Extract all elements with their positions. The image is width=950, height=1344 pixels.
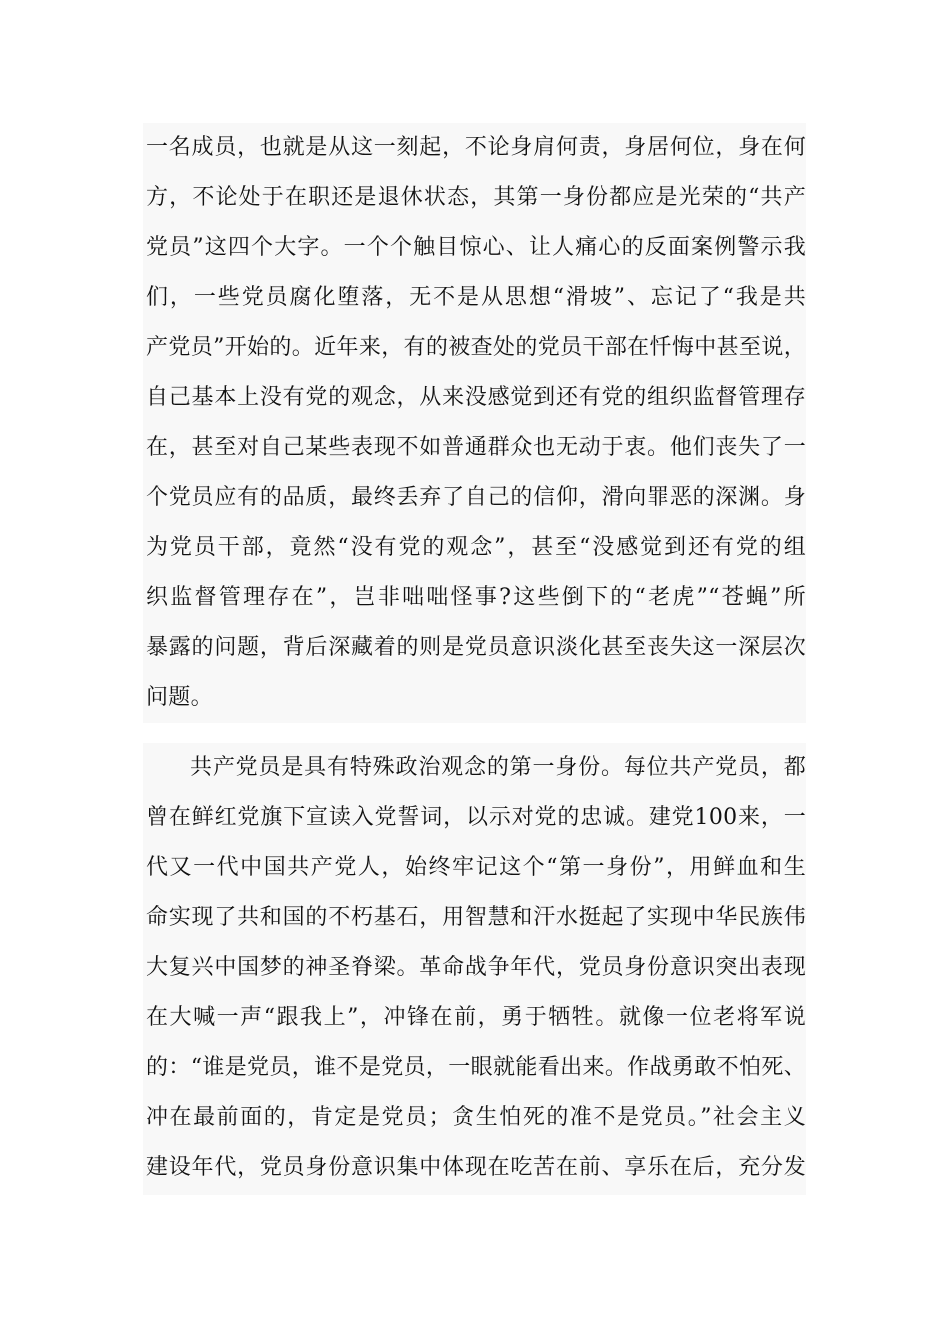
text-line: 代又一代中国共产党人，始终牢记这个“第一身份”，用鲜血和生 (146, 855, 806, 880)
text-line: 命实现了共和国的不朽基石，用智慧和汗水挺起了实现中华民族伟 (146, 905, 806, 930)
text-line: 在，甚至对自己某些表现不如普通群众也无动于衷。他们丧失了一 (146, 435, 806, 460)
text-line: 自己基本上没有党的观念，从来没感觉到还有党的组织监督管理存 (146, 385, 806, 410)
text-line: 共产党员是具有特殊政治观念的第一身份。每位共产党员，都 (190, 755, 806, 780)
text-line: 问题。 (146, 685, 213, 710)
paragraph-2 (143, 743, 806, 1195)
text-line: 党员”这四个大字。一个个触目惊心、让人痛心的反面案例警示我 (146, 235, 806, 260)
text-line: 冲在最前面的，肯定是党员；贪生怕死的准不是党员。”社会主义 (146, 1105, 806, 1130)
text-line: 织监督管理存在”，岂非咄咄怪事?这些倒下的“老虎”“苍蝇”所 (146, 585, 806, 610)
text-line: 在大喊一声“跟我上”，冲锋在前，勇于牺牲。就像一位老将军说 (146, 1005, 806, 1030)
text-line: 建设年代，党员身份意识集中体现在吃苦在前、享乐在后，充分发 (146, 1155, 806, 1180)
text-line: 产党员”开始的。近年来，有的被查处的党员干部在忏悔中甚至说， (146, 335, 806, 360)
text-line: 的：“谁是党员，谁不是党员，一眼就能看出来。作战勇敢不怕死、 (146, 1055, 806, 1080)
text-line: 大复兴中国梦的神圣脊梁。革命战争年代，党员身份意识突出表现 (146, 955, 806, 980)
text-line: 曾在鲜红党旗下宣读入党誓词，以示对党的忠诚。建党100来，一 (146, 805, 806, 830)
text-line: 为党员干部，竟然“没有党的观念”，甚至“没感觉到还有党的组 (146, 535, 806, 560)
paragraph-1 (143, 123, 806, 723)
text-line: 个党员应有的品质，最终丢弃了自己的信仰，滑向罪恶的深渊。身 (146, 485, 806, 510)
text-line: 暴露的问题，背后深藏着的则是党员意识淡化甚至丧失这一深层次 (146, 635, 806, 660)
text-line: 一名成员，也就是从这一刻起，不论身肩何责，身居何位，身在何 (146, 135, 806, 160)
text-line: 方，不论处于在职还是退休状态，其第一身份都应是光荣的“共产 (146, 185, 806, 210)
text-line: 们，一些党员腐化堕落，无不是从思想“滑坡”、忘记了“我是共 (146, 285, 806, 310)
